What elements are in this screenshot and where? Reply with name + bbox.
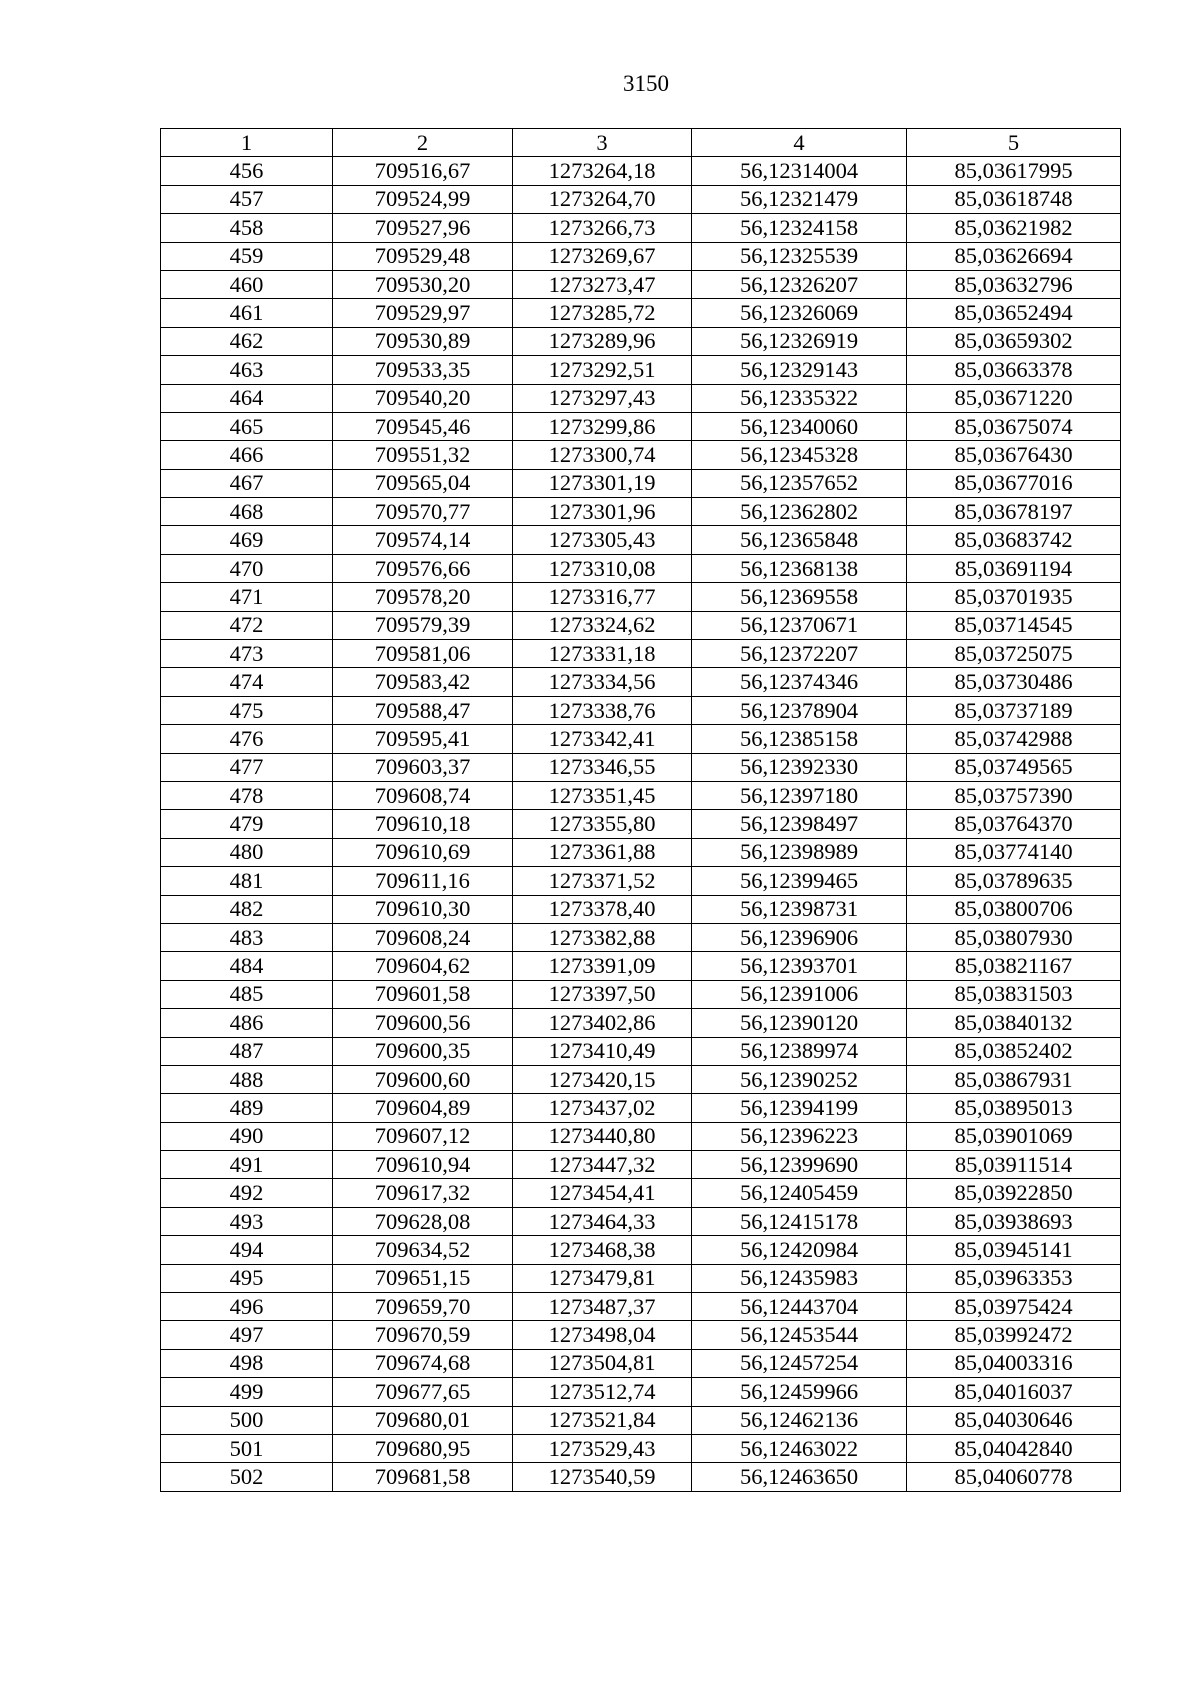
table-cell-col-3: 1273479,81 bbox=[513, 1264, 692, 1292]
table-cell-col-2: 709659,70 bbox=[333, 1293, 513, 1321]
column-header-1: 1 bbox=[161, 129, 333, 157]
table-cell-col-2: 709608,24 bbox=[333, 923, 513, 951]
table-cell-col-1: 499 bbox=[161, 1378, 333, 1406]
table-cell-col-2: 709608,74 bbox=[333, 781, 513, 809]
table-row bbox=[161, 157, 1121, 185]
table-cell-col-1: 476 bbox=[161, 725, 333, 753]
table-cell-col-4: 56,12368138 bbox=[692, 554, 907, 582]
table-cell-col-3: 1273378,40 bbox=[513, 895, 692, 923]
table-cell-col-5: 85,04030646 bbox=[907, 1406, 1121, 1434]
table-cell-col-5: 85,03737189 bbox=[907, 696, 1121, 724]
table-cell-col-4: 56,12390120 bbox=[692, 1009, 907, 1037]
table-cell-col-5: 85,03617995 bbox=[907, 157, 1121, 185]
table-cell-col-3: 1273447,32 bbox=[513, 1151, 692, 1179]
table-cell-col-2: 709530,89 bbox=[333, 327, 513, 355]
table-cell-col-1: 494 bbox=[161, 1236, 333, 1264]
table-cell-col-3: 1273266,73 bbox=[513, 214, 692, 242]
table-row bbox=[161, 611, 1121, 639]
table-cell-col-2: 709527,96 bbox=[333, 214, 513, 242]
table-cell-col-1: 456 bbox=[161, 157, 333, 185]
table-body bbox=[161, 157, 1121, 1491]
table-cell-col-4: 56,12462136 bbox=[692, 1406, 907, 1434]
table-cell-col-5: 85,03675074 bbox=[907, 412, 1121, 440]
table-cell-col-2: 709516,67 bbox=[333, 157, 513, 185]
table-cell-col-2: 709634,52 bbox=[333, 1236, 513, 1264]
table-cell-col-5: 85,03852402 bbox=[907, 1037, 1121, 1065]
table-cell-col-1: 478 bbox=[161, 781, 333, 809]
table-cell-col-2: 709600,35 bbox=[333, 1037, 513, 1065]
table-cell-col-3: 1273529,43 bbox=[513, 1434, 692, 1462]
table-cell-col-5: 85,03800706 bbox=[907, 895, 1121, 923]
table-row bbox=[161, 214, 1121, 242]
table-cell-col-1: 457 bbox=[161, 185, 333, 213]
table-cell-col-3: 1273292,51 bbox=[513, 356, 692, 384]
table-cell-col-4: 56,12374346 bbox=[692, 668, 907, 696]
table-cell-col-3: 1273540,59 bbox=[513, 1463, 692, 1491]
table-row bbox=[161, 1207, 1121, 1235]
table-cell-col-3: 1273305,43 bbox=[513, 526, 692, 554]
table-cell-col-3: 1273310,08 bbox=[513, 554, 692, 582]
table-cell-col-3: 1273297,43 bbox=[513, 384, 692, 412]
table-cell-col-2: 709603,37 bbox=[333, 753, 513, 781]
table-cell-col-4: 56,12394199 bbox=[692, 1094, 907, 1122]
table-cell-col-2: 709681,58 bbox=[333, 1463, 513, 1491]
table-cell-col-5: 85,03742988 bbox=[907, 725, 1121, 753]
table-cell-col-1: 459 bbox=[161, 242, 333, 270]
table-cell-col-1: 495 bbox=[161, 1264, 333, 1292]
table-cell-col-4: 56,12321479 bbox=[692, 185, 907, 213]
table-cell-col-3: 1273437,02 bbox=[513, 1094, 692, 1122]
table-cell-col-3: 1273300,74 bbox=[513, 441, 692, 469]
table-cell-col-5: 85,03992472 bbox=[907, 1321, 1121, 1349]
table-row bbox=[161, 270, 1121, 298]
table-cell-col-5: 85,03618748 bbox=[907, 185, 1121, 213]
table-cell-col-4: 56,12443704 bbox=[692, 1293, 907, 1321]
table-cell-col-4: 56,12365848 bbox=[692, 526, 907, 554]
table-cell-col-1: 458 bbox=[161, 214, 333, 242]
table-cell-col-4: 56,12397180 bbox=[692, 781, 907, 809]
table-cell-col-5: 85,03774140 bbox=[907, 838, 1121, 866]
table-cell-col-5: 85,03725075 bbox=[907, 640, 1121, 668]
table-cell-col-2: 709610,18 bbox=[333, 810, 513, 838]
table-cell-col-4: 56,12399465 bbox=[692, 867, 907, 895]
table-cell-col-1: 467 bbox=[161, 469, 333, 497]
table-row bbox=[161, 1293, 1121, 1321]
table-row bbox=[161, 583, 1121, 611]
table-cell-col-4: 56,12398497 bbox=[692, 810, 907, 838]
table-cell-col-5: 85,03938693 bbox=[907, 1207, 1121, 1235]
table-cell-col-2: 709570,77 bbox=[333, 498, 513, 526]
table-cell-col-2: 709610,94 bbox=[333, 1151, 513, 1179]
column-header-3: 3 bbox=[513, 129, 692, 157]
table-cell-col-3: 1273324,62 bbox=[513, 611, 692, 639]
table-row bbox=[161, 299, 1121, 327]
table-cell-col-5: 85,03632796 bbox=[907, 270, 1121, 298]
table-cell-col-1: 500 bbox=[161, 1406, 333, 1434]
table-cell-col-2: 709600,56 bbox=[333, 1009, 513, 1037]
table-row bbox=[161, 412, 1121, 440]
table-cell-col-3: 1273521,84 bbox=[513, 1406, 692, 1434]
table-cell-col-4: 56,12362802 bbox=[692, 498, 907, 526]
table-cell-col-3: 1273397,50 bbox=[513, 980, 692, 1008]
table-cell-col-3: 1273355,80 bbox=[513, 810, 692, 838]
table-cell-col-5: 85,03659302 bbox=[907, 327, 1121, 355]
table-cell-col-1: 461 bbox=[161, 299, 333, 327]
table-cell-col-4: 56,12335322 bbox=[692, 384, 907, 412]
table-row bbox=[161, 1009, 1121, 1037]
table-cell-col-3: 1273391,09 bbox=[513, 952, 692, 980]
table-cell-col-2: 709610,69 bbox=[333, 838, 513, 866]
table-cell-col-5: 85,03895013 bbox=[907, 1094, 1121, 1122]
table-cell-col-4: 56,12369558 bbox=[692, 583, 907, 611]
table-row bbox=[161, 498, 1121, 526]
table-row bbox=[161, 1321, 1121, 1349]
table-row bbox=[161, 781, 1121, 809]
table-cell-col-4: 56,12389974 bbox=[692, 1037, 907, 1065]
table-row bbox=[161, 1349, 1121, 1377]
table-cell-col-5: 85,03821167 bbox=[907, 952, 1121, 980]
page-number: 3150 bbox=[623, 71, 669, 96]
table-cell-col-1: 491 bbox=[161, 1151, 333, 1179]
table-cell-col-1: 492 bbox=[161, 1179, 333, 1207]
table-cell-col-1: 486 bbox=[161, 1009, 333, 1037]
table-cell-col-5: 85,03789635 bbox=[907, 867, 1121, 895]
table-row bbox=[161, 1463, 1121, 1491]
table-cell-col-4: 56,12324158 bbox=[692, 214, 907, 242]
table-row bbox=[161, 725, 1121, 753]
table-row bbox=[161, 1236, 1121, 1264]
table-cell-col-5: 85,03764370 bbox=[907, 810, 1121, 838]
table-cell-col-2: 709529,48 bbox=[333, 242, 513, 270]
table-cell-col-4: 56,12396223 bbox=[692, 1122, 907, 1150]
table-cell-col-4: 56,12396906 bbox=[692, 923, 907, 951]
table-cell-col-3: 1273487,37 bbox=[513, 1293, 692, 1321]
table-cell-col-2: 709545,46 bbox=[333, 412, 513, 440]
table-cell-col-3: 1273382,88 bbox=[513, 923, 692, 951]
table-row bbox=[161, 668, 1121, 696]
table-cell-col-5: 85,03714545 bbox=[907, 611, 1121, 639]
table-row bbox=[161, 696, 1121, 724]
table-cell-col-2: 709578,20 bbox=[333, 583, 513, 611]
table-cell-col-5: 85,03757390 bbox=[907, 781, 1121, 809]
table-cell-col-1: 485 bbox=[161, 980, 333, 1008]
table-cell-col-4: 56,12385158 bbox=[692, 725, 907, 753]
table-cell-col-1: 482 bbox=[161, 895, 333, 923]
table-cell-col-2: 709600,60 bbox=[333, 1065, 513, 1093]
table-cell-col-1: 460 bbox=[161, 270, 333, 298]
table-cell-col-1: 474 bbox=[161, 668, 333, 696]
table-cell-col-1: 497 bbox=[161, 1321, 333, 1349]
table-cell-col-1: 493 bbox=[161, 1207, 333, 1235]
table-row bbox=[161, 895, 1121, 923]
table-cell-col-4: 56,12463650 bbox=[692, 1463, 907, 1491]
table-cell-col-1: 481 bbox=[161, 867, 333, 895]
table-cell-col-4: 56,12398989 bbox=[692, 838, 907, 866]
table-cell-col-3: 1273440,80 bbox=[513, 1122, 692, 1150]
table-cell-col-1: 471 bbox=[161, 583, 333, 611]
table-cell-col-4: 56,12372207 bbox=[692, 640, 907, 668]
table-cell-col-5: 85,04042840 bbox=[907, 1434, 1121, 1462]
table-cell-col-1: 484 bbox=[161, 952, 333, 980]
table-row bbox=[161, 1406, 1121, 1434]
table-cell-col-3: 1273316,77 bbox=[513, 583, 692, 611]
table-cell-col-1: 477 bbox=[161, 753, 333, 781]
table-cell-col-3: 1273342,41 bbox=[513, 725, 692, 753]
table-cell-col-5: 85,03683742 bbox=[907, 526, 1121, 554]
table-cell-col-2: 709677,65 bbox=[333, 1378, 513, 1406]
table-cell-col-5: 85,03867931 bbox=[907, 1065, 1121, 1093]
table-cell-col-1: 465 bbox=[161, 412, 333, 440]
table-cell-col-3: 1273512,74 bbox=[513, 1378, 692, 1406]
table-cell-col-5: 85,03730486 bbox=[907, 668, 1121, 696]
table-cell-col-3: 1273301,19 bbox=[513, 469, 692, 497]
table-row bbox=[161, 526, 1121, 554]
table-cell-col-3: 1273264,18 bbox=[513, 157, 692, 185]
table-cell-col-3: 1273361,88 bbox=[513, 838, 692, 866]
table-cell-col-1: 470 bbox=[161, 554, 333, 582]
table-row bbox=[161, 554, 1121, 582]
table-cell-col-1: 475 bbox=[161, 696, 333, 724]
table-cell-col-1: 479 bbox=[161, 810, 333, 838]
table-row bbox=[161, 327, 1121, 355]
table-cell-col-3: 1273334,56 bbox=[513, 668, 692, 696]
table-cell-col-1: 501 bbox=[161, 1434, 333, 1462]
table-cell-col-2: 709680,01 bbox=[333, 1406, 513, 1434]
table-cell-col-2: 709651,15 bbox=[333, 1264, 513, 1292]
table-cell-col-4: 56,12345328 bbox=[692, 441, 907, 469]
coordinates-table bbox=[160, 128, 1121, 1492]
column-header-4: 4 bbox=[692, 129, 907, 157]
table-cell-col-5: 85,03749565 bbox=[907, 753, 1121, 781]
table-cell-col-5: 85,03621982 bbox=[907, 214, 1121, 242]
table-row bbox=[161, 838, 1121, 866]
table-cell-col-4: 56,12357652 bbox=[692, 469, 907, 497]
table-cell-col-4: 56,12326207 bbox=[692, 270, 907, 298]
table-cell-col-4: 56,12391006 bbox=[692, 980, 907, 1008]
table-row bbox=[161, 1037, 1121, 1065]
table-cell-col-1: 463 bbox=[161, 356, 333, 384]
table-cell-col-1: 466 bbox=[161, 441, 333, 469]
table-cell-col-3: 1273402,86 bbox=[513, 1009, 692, 1037]
table-cell-col-5: 85,03963353 bbox=[907, 1264, 1121, 1292]
table-cell-col-3: 1273346,55 bbox=[513, 753, 692, 781]
table-row bbox=[161, 1151, 1121, 1179]
table-cell-col-4: 56,12378904 bbox=[692, 696, 907, 724]
table-cell-col-3: 1273468,38 bbox=[513, 1236, 692, 1264]
table-cell-col-3: 1273504,81 bbox=[513, 1349, 692, 1377]
table-cell-col-2: 709551,32 bbox=[333, 441, 513, 469]
table-cell-col-5: 85,03945141 bbox=[907, 1236, 1121, 1264]
table-cell-col-2: 709565,04 bbox=[333, 469, 513, 497]
table-cell-col-4: 56,12405459 bbox=[692, 1179, 907, 1207]
table-row bbox=[161, 952, 1121, 980]
table-cell-col-5: 85,03678197 bbox=[907, 498, 1121, 526]
table-cell-col-2: 709604,62 bbox=[333, 952, 513, 980]
table-cell-col-4: 56,12340060 bbox=[692, 412, 907, 440]
column-header-5: 5 bbox=[907, 129, 1121, 157]
table-cell-col-2: 709670,59 bbox=[333, 1321, 513, 1349]
table-cell-col-2: 709588,47 bbox=[333, 696, 513, 724]
table-cell-col-3: 1273285,72 bbox=[513, 299, 692, 327]
table-cell-col-3: 1273269,67 bbox=[513, 242, 692, 270]
column-header-2: 2 bbox=[333, 129, 513, 157]
table-cell-col-4: 56,12453544 bbox=[692, 1321, 907, 1349]
table-cell-col-3: 1273371,52 bbox=[513, 867, 692, 895]
table-cell-col-4: 56,12314004 bbox=[692, 157, 907, 185]
table-cell-col-2: 709579,39 bbox=[333, 611, 513, 639]
table-cell-col-3: 1273338,76 bbox=[513, 696, 692, 724]
table-cell-col-1: 502 bbox=[161, 1463, 333, 1491]
table-row bbox=[161, 441, 1121, 469]
table-cell-col-4: 56,12398731 bbox=[692, 895, 907, 923]
table-cell-col-4: 56,12399690 bbox=[692, 1151, 907, 1179]
table-cell-col-4: 56,12435983 bbox=[692, 1264, 907, 1292]
table-cell-col-1: 462 bbox=[161, 327, 333, 355]
table-cell-col-5: 85,03626694 bbox=[907, 242, 1121, 270]
table-cell-col-1: 473 bbox=[161, 640, 333, 668]
table-row bbox=[161, 1094, 1121, 1122]
table-row bbox=[161, 753, 1121, 781]
table-cell-col-3: 1273464,33 bbox=[513, 1207, 692, 1235]
table-row bbox=[161, 242, 1121, 270]
table-cell-col-2: 709628,08 bbox=[333, 1207, 513, 1235]
table-cell-col-4: 56,12325539 bbox=[692, 242, 907, 270]
table-cell-col-1: 480 bbox=[161, 838, 333, 866]
table-cell-col-4: 56,12326919 bbox=[692, 327, 907, 355]
table-cell-col-5: 85,03911514 bbox=[907, 1151, 1121, 1179]
table-cell-col-4: 56,12326069 bbox=[692, 299, 907, 327]
table-row bbox=[161, 1264, 1121, 1292]
table-cell-col-5: 85,03676430 bbox=[907, 441, 1121, 469]
table-row bbox=[161, 1122, 1121, 1150]
table-row bbox=[161, 384, 1121, 412]
table-row bbox=[161, 640, 1121, 668]
table-cell-col-2: 709529,97 bbox=[333, 299, 513, 327]
table-cell-col-2: 709540,20 bbox=[333, 384, 513, 412]
table-cell-col-5: 85,04060778 bbox=[907, 1463, 1121, 1491]
table-cell-col-3: 1273498,04 bbox=[513, 1321, 692, 1349]
table-cell-col-2: 709601,58 bbox=[333, 980, 513, 1008]
table-cell-col-1: 468 bbox=[161, 498, 333, 526]
table-cell-col-5: 85,03663378 bbox=[907, 356, 1121, 384]
table-row bbox=[161, 1065, 1121, 1093]
table-cell-col-5: 85,03807930 bbox=[907, 923, 1121, 951]
table-cell-col-2: 709611,16 bbox=[333, 867, 513, 895]
table-cell-col-5: 85,03652494 bbox=[907, 299, 1121, 327]
table-cell-col-2: 709674,68 bbox=[333, 1349, 513, 1377]
table-cell-col-4: 56,12393701 bbox=[692, 952, 907, 980]
table-cell-col-4: 56,12463022 bbox=[692, 1434, 907, 1462]
table-cell-col-3: 1273351,45 bbox=[513, 781, 692, 809]
table-row bbox=[161, 469, 1121, 497]
table-cell-col-4: 56,12420984 bbox=[692, 1236, 907, 1264]
table-cell-col-4: 56,12392330 bbox=[692, 753, 907, 781]
table-cell-col-3: 1273410,49 bbox=[513, 1037, 692, 1065]
table-cell-col-2: 709581,06 bbox=[333, 640, 513, 668]
table-cell-col-2: 709607,12 bbox=[333, 1122, 513, 1150]
table-cell-col-5: 85,03671220 bbox=[907, 384, 1121, 412]
table-cell-col-4: 56,12370671 bbox=[692, 611, 907, 639]
table-cell-col-4: 56,12390252 bbox=[692, 1065, 907, 1093]
table-cell-col-5: 85,03691194 bbox=[907, 554, 1121, 582]
table-cell-col-3: 1273289,96 bbox=[513, 327, 692, 355]
table-row bbox=[161, 867, 1121, 895]
table-cell-col-3: 1273420,15 bbox=[513, 1065, 692, 1093]
table-cell-col-2: 709595,41 bbox=[333, 725, 513, 753]
table-row bbox=[161, 810, 1121, 838]
table-cell-col-5: 85,04016037 bbox=[907, 1378, 1121, 1406]
table-row bbox=[161, 1179, 1121, 1207]
table-cell-col-3: 1273331,18 bbox=[513, 640, 692, 668]
table-cell-col-3: 1273264,70 bbox=[513, 185, 692, 213]
table-cell-col-4: 56,12457254 bbox=[692, 1349, 907, 1377]
table-cell-col-2: 709533,35 bbox=[333, 356, 513, 384]
table-cell-col-5: 85,03677016 bbox=[907, 469, 1121, 497]
table-cell-col-1: 469 bbox=[161, 526, 333, 554]
table-row bbox=[161, 1378, 1121, 1406]
table-cell-col-1: 488 bbox=[161, 1065, 333, 1093]
table-row bbox=[161, 185, 1121, 213]
table-cell-col-1: 496 bbox=[161, 1293, 333, 1321]
table-cell-col-2: 709680,95 bbox=[333, 1434, 513, 1462]
table-cell-col-1: 498 bbox=[161, 1349, 333, 1377]
table-cell-col-4: 56,12329143 bbox=[692, 356, 907, 384]
table-cell-col-5: 85,03840132 bbox=[907, 1009, 1121, 1037]
table-cell-col-5: 85,03901069 bbox=[907, 1122, 1121, 1150]
table-cell-col-1: 487 bbox=[161, 1037, 333, 1065]
table-cell-col-5: 85,03831503 bbox=[907, 980, 1121, 1008]
table-cell-col-3: 1273299,86 bbox=[513, 412, 692, 440]
table-cell-col-4: 56,12415178 bbox=[692, 1207, 907, 1235]
table-cell-col-3: 1273301,96 bbox=[513, 498, 692, 526]
table-cell-col-2: 709576,66 bbox=[333, 554, 513, 582]
table-cell-col-2: 709610,30 bbox=[333, 895, 513, 923]
table-cell-col-2: 709583,42 bbox=[333, 668, 513, 696]
table-cell-col-3: 1273454,41 bbox=[513, 1179, 692, 1207]
table-cell-col-2: 709617,32 bbox=[333, 1179, 513, 1207]
table-cell-col-2: 709604,89 bbox=[333, 1094, 513, 1122]
table-cell-col-3: 1273273,47 bbox=[513, 270, 692, 298]
table-cell-col-2: 709530,20 bbox=[333, 270, 513, 298]
table-row bbox=[161, 923, 1121, 951]
table-row bbox=[161, 1434, 1121, 1462]
table-cell-col-5: 85,03922850 bbox=[907, 1179, 1121, 1207]
table-cell-col-1: 464 bbox=[161, 384, 333, 412]
table-cell-col-5: 85,03975424 bbox=[907, 1293, 1121, 1321]
table-header-row bbox=[161, 129, 1121, 157]
table-cell-col-1: 489 bbox=[161, 1094, 333, 1122]
table-row bbox=[161, 980, 1121, 1008]
table-cell-col-1: 490 bbox=[161, 1122, 333, 1150]
table-row bbox=[161, 356, 1121, 384]
table-cell-col-4: 56,12459966 bbox=[692, 1378, 907, 1406]
table-cell-col-2: 709574,14 bbox=[333, 526, 513, 554]
table-cell-col-5: 85,03701935 bbox=[907, 583, 1121, 611]
table-cell-col-1: 483 bbox=[161, 923, 333, 951]
table-cell-col-5: 85,04003316 bbox=[907, 1349, 1121, 1377]
table-cell-col-2: 709524,99 bbox=[333, 185, 513, 213]
table-cell-col-1: 472 bbox=[161, 611, 333, 639]
